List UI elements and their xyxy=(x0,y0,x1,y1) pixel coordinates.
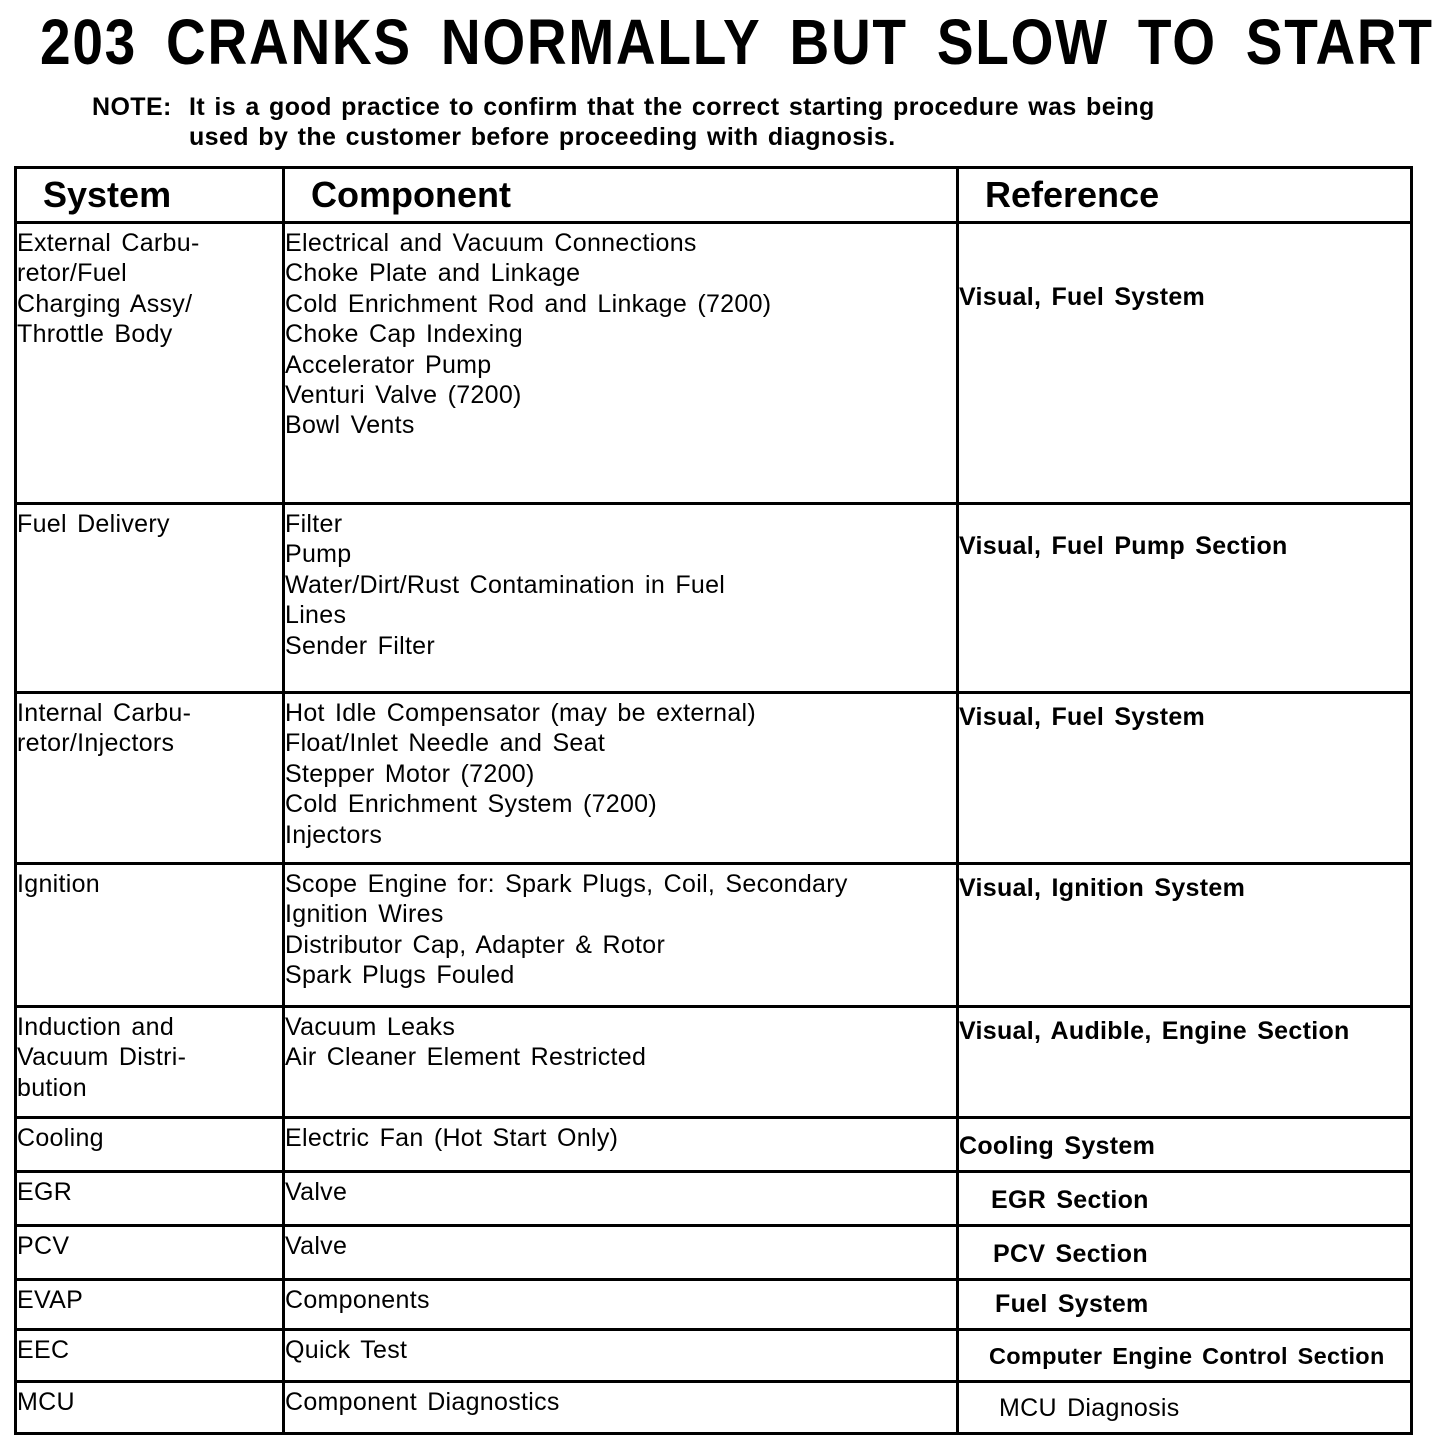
component-cell xyxy=(284,1172,958,1226)
table-row xyxy=(16,1007,1412,1118)
component-line: Venturi Valve (7200) xyxy=(285,381,522,410)
note-text-1: It is a good practice to confirm that the correct starting procedure was being xyxy=(189,93,1155,121)
reference-cell: MCU Diagnosis xyxy=(958,1382,1412,1434)
reference-cell: PCV Section xyxy=(958,1226,1412,1280)
component-cell xyxy=(284,223,958,504)
system-line: EVAP xyxy=(17,1286,84,1314)
system-line: EGR xyxy=(17,1178,73,1206)
component-cell xyxy=(284,864,958,1007)
component-line: Electrical and Vacuum Connections xyxy=(285,229,697,257)
system-line: retor/Fuel xyxy=(17,259,127,288)
component-cell xyxy=(284,1382,958,1434)
note-line-2: used by the customer before proceeding with diagnosis. xyxy=(189,123,896,151)
component-line: Pump xyxy=(285,540,352,569)
component-line: Ignition Wires xyxy=(285,900,444,929)
component-line: Air Cleaner Element Restricted xyxy=(285,1043,647,1072)
system-cell xyxy=(16,1330,284,1382)
table-row xyxy=(16,1280,1412,1330)
component-line: Electric Fan (Hot Start Only) xyxy=(285,1124,619,1152)
reference-cell: Visual, Fuel Pump Section xyxy=(958,504,1412,693)
component-line: Valve xyxy=(285,1178,348,1206)
system-cell xyxy=(16,1172,284,1226)
table-row xyxy=(16,693,1412,864)
system-line: PCV xyxy=(17,1232,70,1260)
system-cell xyxy=(16,1280,284,1330)
component-cell xyxy=(284,1330,958,1382)
system-cell xyxy=(16,1007,284,1118)
system-cell xyxy=(16,1118,284,1172)
system-line: retor/Injectors xyxy=(17,729,175,758)
system-line: Induction and xyxy=(17,1013,175,1041)
system-line: Charging Assy/ xyxy=(17,289,193,318)
header-reference: Reference xyxy=(958,168,1412,223)
component-line: Filter xyxy=(285,510,343,538)
table-row xyxy=(16,1118,1412,1172)
diagnosis-table xyxy=(14,166,1413,1435)
component-line: Bowl Vents xyxy=(285,411,415,440)
component-line: Cold Enrichment Rod and Linkage (7200) xyxy=(285,289,772,318)
system-cell xyxy=(16,693,284,864)
system-line: Vacuum Distri- xyxy=(17,1043,187,1072)
system-line: MCU xyxy=(17,1388,75,1416)
component-cell xyxy=(284,1280,958,1330)
component-cell xyxy=(284,693,958,864)
system-line: Internal Carbu- xyxy=(17,699,192,727)
table-row xyxy=(16,223,1412,504)
header-component: Component xyxy=(284,168,958,223)
table-header-row xyxy=(16,168,1412,223)
component-line: Cold Enrichment System (7200) xyxy=(285,790,658,819)
component-line: Valve xyxy=(285,1232,348,1260)
system-line: Throttle Body xyxy=(17,320,173,349)
reference-cell: Visual, Ignition System xyxy=(958,864,1412,1007)
reference-cell: Visual, Audible, Engine Section xyxy=(958,1007,1412,1118)
note-line-1 xyxy=(92,92,1155,122)
component-line: Choke Plate and Linkage xyxy=(285,259,581,288)
system-line: External Carbu- xyxy=(17,229,200,257)
system-line: Ignition xyxy=(17,870,101,898)
component-line: Lines xyxy=(285,601,347,630)
system-cell xyxy=(16,504,284,693)
component-line: Sender Filter xyxy=(285,631,436,660)
reference-cell: Cooling System xyxy=(958,1118,1412,1172)
table-row xyxy=(16,1172,1412,1226)
component-line: Spark Plugs Fouled xyxy=(285,961,515,990)
table-row xyxy=(16,1330,1412,1382)
component-line: Stepper Motor (7200) xyxy=(285,759,535,788)
component-line: Float/Inlet Needle and Seat xyxy=(285,729,606,758)
page-title: 203 CRANKS NORMALLY BUT SLOW TO START xyxy=(40,6,1434,78)
reference-cell: Fuel System xyxy=(958,1280,1412,1330)
component-line: Component Diagnostics xyxy=(285,1388,560,1416)
component-line: Choke Cap Indexing xyxy=(285,320,523,349)
system-cell xyxy=(16,223,284,504)
component-line: Distributor Cap, Adapter & Rotor xyxy=(285,930,666,959)
component-line: Quick Test xyxy=(285,1336,408,1364)
component-line: Hot Idle Compensator (may be external) xyxy=(285,699,757,727)
reference-cell: Visual, Fuel System xyxy=(958,693,1412,864)
table-row xyxy=(16,864,1412,1007)
system-line: Fuel Delivery xyxy=(17,510,170,538)
reference-cell: Computer Engine Control Section xyxy=(958,1330,1412,1382)
component-line: Components xyxy=(285,1286,430,1314)
table-row xyxy=(16,1382,1412,1434)
component-line: Accelerator Pump xyxy=(285,350,492,379)
component-cell xyxy=(284,1007,958,1118)
component-cell xyxy=(284,1226,958,1280)
system-cell xyxy=(16,1382,284,1434)
system-cell xyxy=(16,864,284,1007)
component-line: Injectors xyxy=(285,820,383,849)
note-label: NOTE: xyxy=(92,93,172,121)
system-line: bution xyxy=(17,1073,87,1102)
reference-cell: EGR Section xyxy=(958,1172,1412,1226)
reference-cell: Visual, Fuel System xyxy=(958,223,1412,504)
component-cell xyxy=(284,504,958,693)
table-row xyxy=(16,504,1412,693)
header-system: System xyxy=(16,168,284,223)
component-line: Scope Engine for: Spark Plugs, Coil, Secondary xyxy=(285,870,848,898)
system-line: Cooling xyxy=(17,1124,104,1152)
system-cell xyxy=(16,1226,284,1280)
table-row xyxy=(16,1226,1412,1280)
component-cell xyxy=(284,1118,958,1172)
system-line: EEC xyxy=(17,1336,70,1364)
note xyxy=(92,92,1155,152)
component-line: Water/Dirt/Rust Contamination in Fuel xyxy=(285,570,726,599)
component-line: Vacuum Leaks xyxy=(285,1013,456,1041)
